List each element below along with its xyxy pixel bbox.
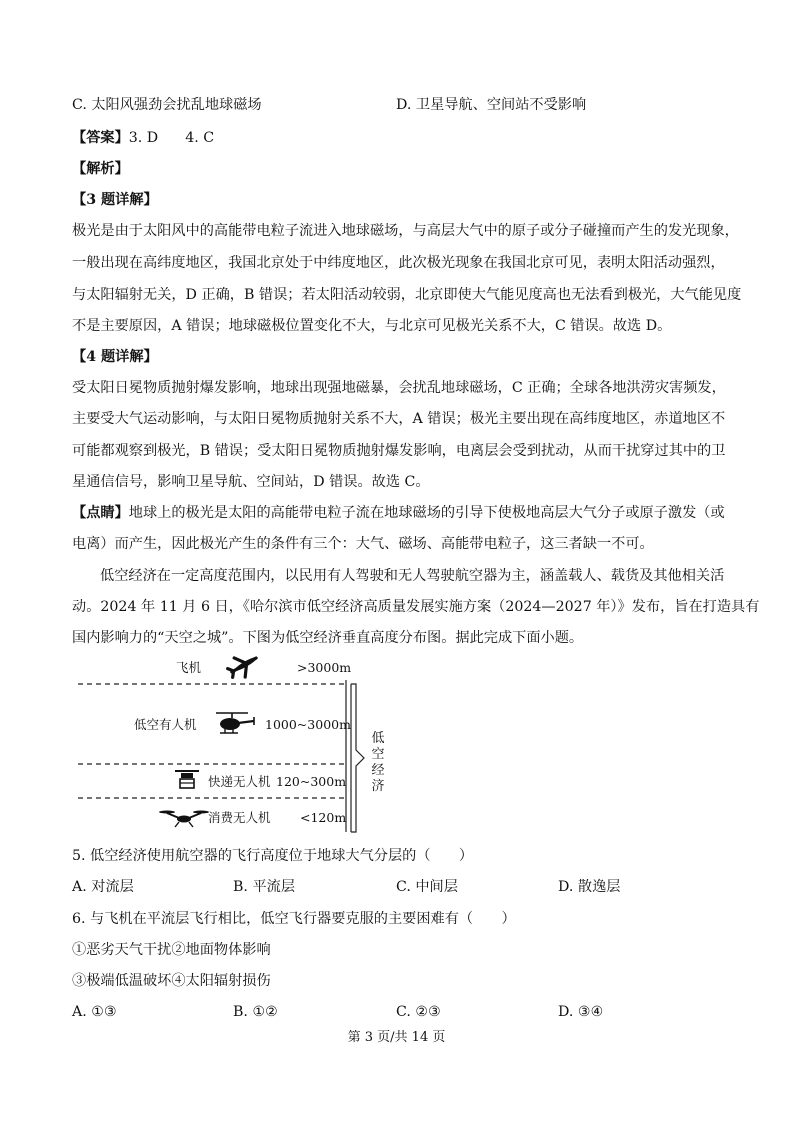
bracket-label-1: 低 (371, 731, 385, 746)
bracket-label-3: 经 (371, 763, 385, 778)
q3-line-3: 与太阳辐射无关，D 正确，B 错误；若太阳活动较弱，北京即使大气能见度高也无法看到极光，大气能见度 (72, 287, 742, 303)
q5-stem: 5. 低空经济使用航空器的飞行高度位于地球大气分层的（ ） (72, 848, 474, 864)
q3-line-4: 不是主要原因，A 错误；地球磁极位置变化不大，与北京可见极光关系不大，C 错误。故选 D。 (72, 318, 672, 334)
passage-line-3: 国内影响力的“天空之城”。下图为低空经济垂直高度分布图。据此完成下面小题。 (72, 630, 584, 646)
low-altitude-diagram (72, 648, 402, 838)
q6-item-1: ①恶劣天气干扰②地面物体影响 (72, 942, 271, 958)
option-d-prev: D. 卫星导航、空间站不受影响 (396, 97, 587, 113)
q6-option-d: D. ③④ (558, 1004, 604, 1020)
row-label-consumer-drone: 消费无人机 (208, 810, 271, 825)
q6-item-2: ③极端低温破坏④太阳辐射损伤 (72, 973, 271, 989)
row-alt-helicopter: 1000~3000m (265, 717, 351, 732)
answer-tag: 【答案】 (72, 130, 129, 146)
q3-tag: 【3 题详解】 (72, 192, 158, 208)
page-footer: 第 3 页/共 14 页 (347, 1030, 446, 1045)
option-c-prev: C. 太阳风强劲会扰乱地球磁场 (72, 97, 262, 113)
consumer-drone-icon (159, 811, 209, 828)
tip-line-2: 电离）而产生，因此极光产生的条件有三个：大气、磁场、高能带电粒子，这三者缺一不可。 (72, 536, 654, 552)
q5-option-c: C. 中间层 (396, 879, 458, 895)
airplane-icon (225, 648, 263, 683)
row-label-airplane: 飞机 (176, 660, 202, 675)
q6-option-a: A. ①③ (72, 1004, 117, 1020)
q4-line-3: 可能都观察到极光，B 错误；受太阳日冕物质抛射爆发影响，电离层会受到扰动，从而干扰穿过其中的卫 (72, 443, 726, 459)
q6-option-b: B. ①② (233, 1004, 278, 1020)
q3-line-2: 一般出现在高纬度地区，我国北京处于中纬度地区，此次极光现象在我国北京可见，表明太阳活动强烈， (72, 255, 725, 271)
delivery-drone-icon (175, 771, 199, 788)
tip-text-1: 地球上的极光是太阳的高能带电粒子流在地球磁场的引导下使极地高层大气分子或原子激发（或 (128, 505, 725, 521)
q5-option-a: A. 对流层 (72, 879, 134, 895)
bracket (351, 684, 364, 832)
analysis-tag: 【解析】 (72, 161, 129, 177)
row-alt-delivery-drone: 120~300m (276, 774, 347, 789)
passage-line-2: 动。2024 年 11 月 6 日，《哈尔滨市低空经济高质量发展实施方案（2024—2027 年）》发布，旨在打造具有 (72, 599, 760, 615)
q4-tag: 【4 题详解】 (72, 349, 158, 365)
row-alt-consumer-drone: <120m (300, 810, 347, 825)
q5-option-b: B. 平流层 (233, 879, 296, 895)
tip-tag: 【点睛】 (72, 505, 129, 521)
q6-stem: 6. 与飞机在平流层飞行相比，低空飞行器要克服的主要困难有（ ） (72, 911, 516, 927)
q5-option-d: D. 散逸层 (558, 879, 621, 895)
q4-line-2: 主要受大气运动影响，与太阳日冕物质抛射关系不大，A 错误；极光主要出现在高纬度地区，赤道地区不 (72, 411, 726, 427)
tip-line-1 (72, 503, 725, 523)
row-label-delivery-drone: 快递无人机 (208, 774, 271, 789)
q4-line-1: 受太阳日冕物质抛射爆发影响，地球出现强地磁暴，会扰乱地球磁场，C 正确；全球各地洪涝灾害频发， (72, 380, 726, 396)
q3-line-1: 极光是由于太阳风中的高能带电粒子流进入地球磁场，与高层大气中的原子或分子碰撞而产生的发光现象， (72, 223, 739, 239)
q4-line-4: 星通信信号，影响卫星导航、空间站，D 错误。故选 C。 (72, 474, 430, 490)
helicopter-icon (216, 713, 254, 733)
passage-line-1: 低空经济在一定高度范围内，以民用有人驾驶和无人驾驶航空器为主，涵盖载人、载货及其他相关活 (100, 568, 725, 584)
q6-option-c: C. ②③ (396, 1004, 441, 1020)
row-label-helicopter: 低空有人机 (134, 717, 197, 732)
answer-text: 3. D 4. C (128, 130, 215, 146)
bracket-label-2: 空 (371, 747, 385, 762)
bracket-label-4: 济 (371, 779, 385, 794)
answer-line (72, 128, 214, 148)
row-alt-airplane: >3000m (297, 660, 352, 675)
